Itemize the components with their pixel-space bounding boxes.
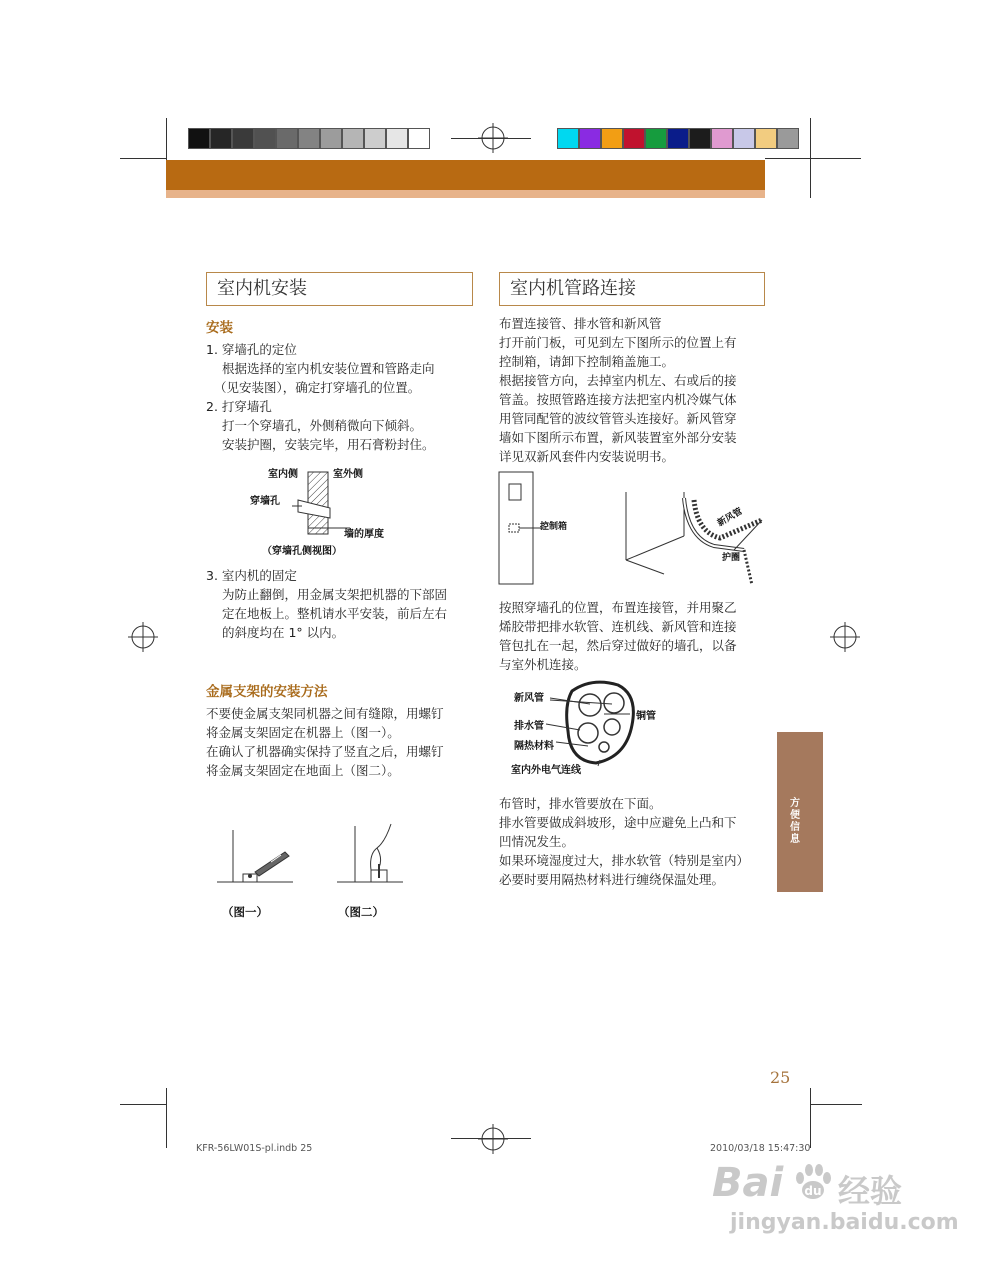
paragraph-line: 打开前门板，可见到左下图所示的位置上有 — [499, 335, 737, 350]
step-text: 根据选择的室内机安装位置和管路走向 — [222, 361, 435, 376]
side-tab-char: 便 — [790, 810, 800, 821]
color-swatch — [557, 128, 579, 149]
label-wall-thickness: 墙的厚度 — [344, 529, 384, 540]
color-swatch — [601, 128, 623, 149]
figure-2-caption: （图二） — [338, 905, 384, 919]
color-swatch — [733, 128, 755, 149]
registration-mark-top — [478, 123, 508, 153]
label-outdoor-side: 室外侧 — [333, 469, 363, 480]
color-swatch — [188, 128, 210, 149]
registration-mark-right — [830, 622, 860, 652]
label-drain-pipe: 排水管 — [514, 721, 544, 732]
color-swatch — [298, 128, 320, 149]
paragraph-line: 如果环境湿度过大，排水软管（特别是室内） — [499, 853, 750, 868]
registration-mark-left — [128, 622, 158, 652]
watermark-logo-text: 经验 — [838, 1172, 903, 1210]
label-control-box: 控制箱 — [540, 522, 568, 532]
color-swatch — [254, 128, 276, 149]
step-text: 打一个穿墙孔，外侧稍微向下倾斜。 — [222, 418, 423, 433]
color-swatch — [232, 128, 254, 149]
paragraph-line: 墙如下图所示布置，新风装置室外部分安装 — [499, 430, 737, 445]
color-swatch — [667, 128, 689, 149]
figure-1-illustration — [215, 826, 295, 896]
figure-2-illustration — [333, 818, 413, 896]
footer-file-info: KFR-56LW01S-pl.indb 25 — [196, 1143, 313, 1154]
side-tab-char: 方 — [790, 798, 800, 809]
color-swatch — [689, 128, 711, 149]
label-fresh-air-pipe: 新风管 — [716, 506, 745, 529]
color-swatch — [623, 128, 645, 149]
section-title-pipe-connection: 室内机管路连接 — [499, 272, 765, 306]
color-swatch — [386, 128, 408, 149]
watermark-url: jingyan.baidu.com — [730, 1210, 959, 1235]
label-indoor-side: 室内侧 — [268, 469, 298, 480]
paragraph-line: 与室外机连接。 — [499, 657, 587, 672]
side-tab-char: 息 — [790, 834, 800, 845]
color-swatch — [755, 128, 777, 149]
label-electric-wire: 室内外电气连线 — [511, 765, 581, 776]
color-swatch — [276, 128, 298, 149]
color-swatch — [711, 128, 733, 149]
paragraph-line: 详见双新风套件内安装说明书。 — [499, 449, 675, 464]
paragraph-line: 不要使金属支架同机器之间有缝隙，用螺钉 — [206, 706, 444, 721]
footer-timestamp: 2010/03/18 15:47:30 — [710, 1143, 811, 1154]
paragraph-line: 管包扎在一起，然后穿过做好的墙孔，以备 — [499, 638, 737, 653]
registration-mark-bottom — [478, 1124, 508, 1154]
section-title-indoor-install: 室内机安装 — [206, 272, 473, 306]
paragraph-line: 根据接管方向，去掉室内机左、右或后的接 — [499, 373, 737, 388]
header-band — [166, 160, 765, 190]
step-text: 1. 穿墙孔的定位 — [206, 342, 297, 357]
paragraph-line: 布管时，排水管要放在下面。 — [499, 796, 662, 811]
paragraph-line: 烯胶带把排水软管、连机线、新风管和连接 — [499, 619, 737, 634]
color-swatch — [342, 128, 364, 149]
pipe-routing-illustration — [624, 490, 772, 590]
paragraph-line: 排水管要做成斜坡形，途中应避免上凸和下 — [499, 815, 737, 830]
step-text: 3. 室内机的固定 — [206, 568, 297, 583]
step-text: （见安装图），确定打穿墙孔的位置。 — [214, 380, 421, 395]
svg-text:du: du — [804, 1184, 822, 1198]
color-swatch — [408, 128, 430, 149]
page-number: 25 — [770, 1068, 791, 1087]
sub-heading-bracket: 金属支架的安装方法 — [206, 684, 328, 700]
paragraph-line: 布置连接管、排水管和新风管 — [499, 316, 662, 331]
label-fresh-air-pipe-2: 新风管 — [514, 693, 544, 704]
color-swatch — [579, 128, 601, 149]
side-tab-char: 信 — [790, 822, 800, 833]
paragraph-line: 将金属支架固定在机器上（图一）。 — [206, 725, 400, 740]
color-swatch — [364, 128, 386, 149]
color-swatch — [320, 128, 342, 149]
label-wall-hole: 穿墙孔 — [250, 496, 280, 507]
paragraph-line: 必要时要用隔热材料进行缠绕保温处理。 — [499, 872, 725, 887]
figure-1-caption: （图一） — [222, 905, 268, 919]
sub-heading-install: 安装 — [206, 320, 233, 336]
header-band-light — [166, 190, 765, 198]
paragraph-line: 在确认了机器确实保持了竖直之后，用螺钉 — [206, 744, 444, 759]
label-copper-pipe: 铜管 — [636, 711, 656, 722]
color-swatch — [210, 128, 232, 149]
step-text: 定在地板上。整机请水平安装，前后左右 — [222, 606, 448, 621]
color-swatch — [645, 128, 667, 149]
color-swatch — [777, 128, 799, 149]
step-text: 安装护圈，安装完毕，用石膏粉封住。 — [222, 437, 435, 452]
label-insulation: 隔热材料 — [514, 741, 554, 752]
step-text: 2. 打穿墙孔 — [206, 399, 272, 414]
paragraph-line: 控制箱，请卸下控制箱盖施工。 — [499, 354, 675, 369]
paragraph-line: 按照穿墙孔的位置，布置连接管，并用聚乙 — [499, 600, 737, 615]
paw-icon — [790, 1160, 836, 1206]
wall-diagram-caption: （穿墙孔侧视图） — [262, 546, 342, 557]
step-text: 为防止翻倒，用金属支架把机器的下部固 — [222, 587, 448, 602]
side-tab-convenience-info — [777, 732, 823, 892]
label-guard-ring: 护圈 — [722, 553, 741, 563]
paragraph-line: 凹情况发生。 — [499, 834, 575, 849]
paragraph-line: 将金属支架固定在地面上（图二）。 — [206, 763, 400, 778]
watermark-logo: Bai — [712, 1160, 784, 1206]
paragraph-line: 管盖。按照管路连接方法把室内机冷媒气体 — [499, 392, 737, 407]
step-text: 的斜度均在 1° 以内。 — [222, 625, 345, 640]
paragraph-line: 用管同配管的波纹管管头连接好。新风管穿 — [499, 411, 737, 426]
